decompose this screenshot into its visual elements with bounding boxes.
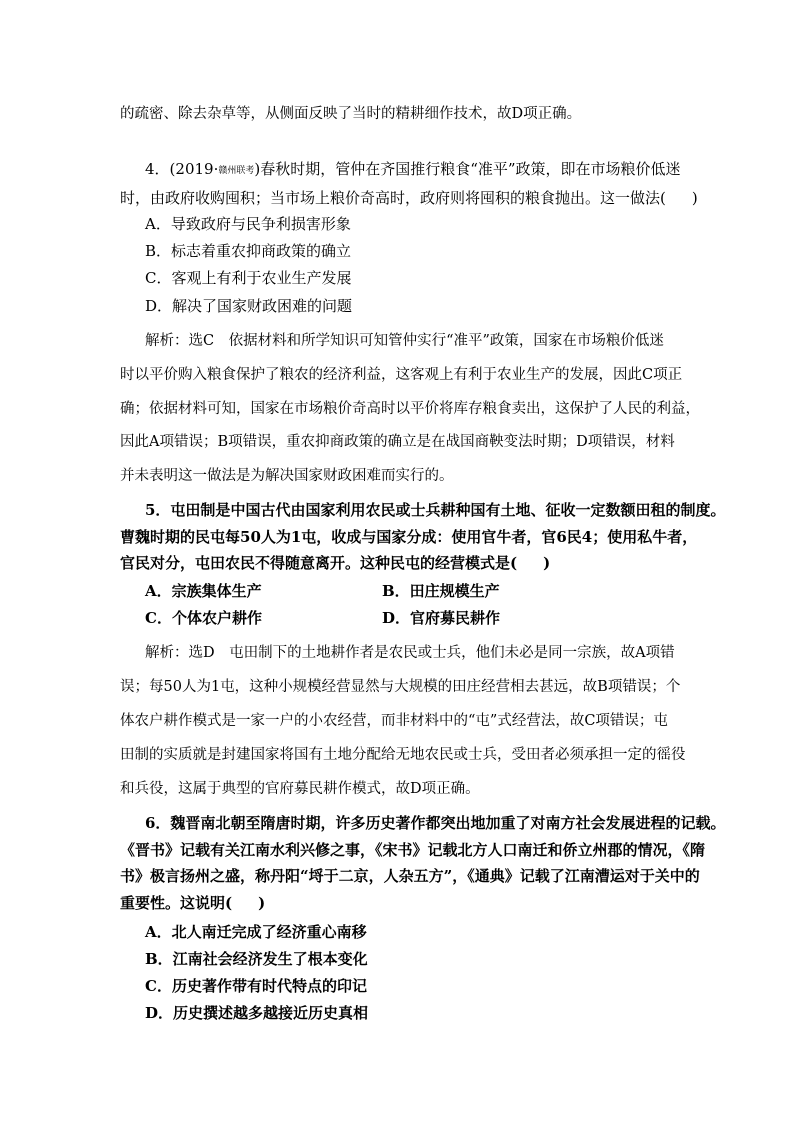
question-6-stem-line-3: 书》极言扬州之盛，称丹阳“埒于二京，人杂五方”，《通典》记载了江南漕运对于关中的: [120, 867, 700, 885]
question-4-number: 4．: [145, 160, 170, 178]
question-4-analysis-line-3: 确；依据材料可知，国家在市场粮价奇高时以平价将库存粮食卖出，这保护了人民的利益，: [120, 401, 700, 417]
question-4-analysis-line-5: 并未表明这一做法是为解决国家财政困难而实行的。: [120, 468, 454, 484]
question-6-stem-line-1: 6．魏晋南北朝至隋唐时期，许多历史著作都突出地加重了对南方社会发展进程的记载。: [145, 814, 726, 832]
question-6-stem-line-2: 《晋书》记载有关江南水利兴修之事，《宋书》记载北方人口南迁和侨立州郡的情况，《隋: [120, 841, 706, 859]
question-4-stem-line-1: 4．(2019·赣州联考)春秋时期，管仲在齐国推行粮食“准平”政策，即在市场粮价低迷: [145, 160, 681, 178]
question-5-stem-line-2: 曹魏时期的民屯每50人为1屯，收成与国家分成：使用官牛者，官6民4；使用私牛者，: [120, 528, 698, 546]
question-5-analysis-line-5: 和兵役，这属于典型的官府募民耕作模式，故D项正确。: [120, 781, 480, 797]
question-4-analysis-line-4: 因此A项错误；B项错误，重农抑商政策的确立是在战国商鞅变法时期；D项错误，材料: [120, 434, 675, 450]
question-6-option-d: D．历史撰述越多越接近历史真相: [145, 1004, 369, 1022]
question-4-stem-line-2: 时，由政府收购囤积；当市场上粮价奇高时，政府则将囤积的粮食抛出。这一做法( ): [120, 189, 698, 207]
question-6-option-b: B．江南社会经济发生了根本变化: [145, 950, 368, 968]
question-6-option-c: C．历史著作带有时代特点的印记: [145, 977, 367, 995]
question-6-option-a: A．北人南迁完成了经济重心南移: [145, 923, 367, 941]
previous-analysis-ending: 的疏密、除去杂草等，从侧面反映了当时的精耕细作技术，故D项正确。: [120, 106, 582, 122]
question-5-analysis-line-3: 体农户耕作模式是一家一户的小农经营，而非材料中的“屯”式经营法，故C项错误；屯: [120, 713, 668, 729]
question-5-option-b: B．田庄规模生产: [382, 582, 500, 600]
question-4-option-d: D．解决了国家财政困难的问题: [145, 297, 353, 315]
question-5-option-d: D．官府募民耕作: [382, 609, 501, 627]
question-4-source: (2019·赣州联考): [169, 160, 261, 178]
question-5-analysis-line-4: 田制的实质就是封建国家将国有土地分配给无地农民或士兵，受田者必须承担一定的徭役: [120, 747, 686, 763]
question-5-analysis-line-1: 解析：选D 屯田制下的土地耕作者是农民或士兵，他们未必是同一宗族，故A项错: [145, 645, 675, 661]
question-4-option-b: B．标志着重农抑商政策的确立: [145, 242, 352, 260]
question-5-stem-line-1: 5．屯田制是中国古代由国家利用农民或士兵耕种国有土地、征收一定数额田租的制度。: [145, 501, 726, 519]
question-5-option-c: C．个体农户耕作: [145, 609, 262, 627]
question-6-stem-line-4: 重要性。这说明( ): [120, 894, 266, 912]
question-5-analysis-line-2: 误；每50人为1屯，这种小规模经营显然与大规模的田庄经营相去甚远，故B项错误；个: [120, 679, 681, 695]
question-4-analysis-line-2: 时以平价购入粮食保护了粮农的经济利益，这客观上有利于农业生产的发展，因此C项正: [120, 367, 683, 383]
question-5-option-a: A．宗族集体生产: [145, 582, 262, 600]
question-5-stem-line-3: 官民对分，屯田农民不得随意离开。这种民屯的经营模式是( ): [120, 554, 551, 572]
question-4-option-a: A．导致政府与民争利损害形象: [145, 215, 351, 233]
question-4-option-c: C．客观上有利于农业生产发展: [145, 269, 352, 287]
question-4-analysis-line-1: 解析：选C 依据材料和所学知识可知管仲实行“准平”政策，国家在市场粮价低迷: [145, 333, 664, 349]
